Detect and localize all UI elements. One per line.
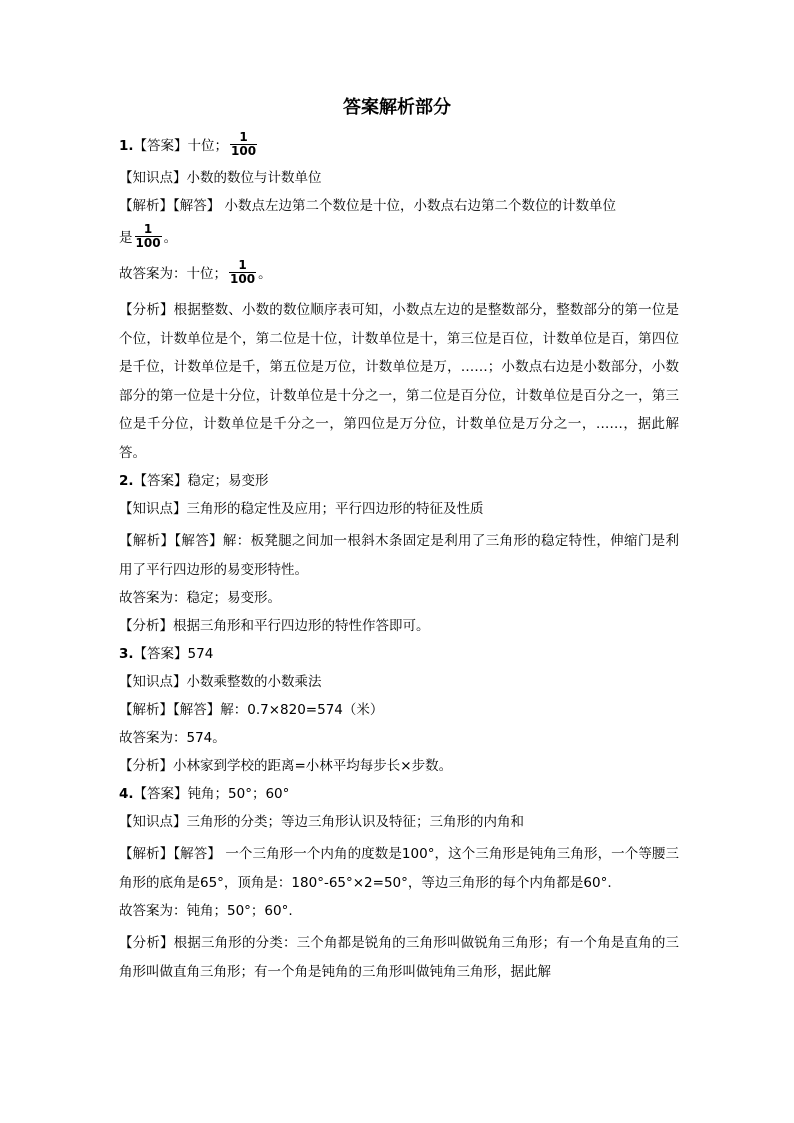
q4-jx-tag: 【解析】【解答】 xyxy=(119,846,221,862)
q1-fx-text: 根据整数、小数的数位顺序表可知，小数点左边的是整数部分，整数部分的第一位是个位，计数单位是个，第二位是十位，计数单位是十，第三位是百位，计数单位是百，第四位是千位，计数单位是千，第五位是万位，计数单位是万，……；小数点右边是小数部分，小数部分的第一位是十分位，计数单位是十分之一，第二位是百分位，计数单位是百分之一，第三位是千分位，计数单位是千分之一，第四位是万分位，计数单位是万分之一，……，据此解答。 xyxy=(119,302,680,461)
q3-fx-tag: 【分析】 xyxy=(119,758,173,774)
q2-fx-tag: 【分析】 xyxy=(119,618,173,634)
q4-knowledge-point xyxy=(119,812,679,832)
q2-kp-text: 三角形的稳定性及应用；平行四边形的特征及性质 xyxy=(186,501,484,517)
fraction-numerator: 1 xyxy=(238,257,247,272)
q1-explanation-line1 xyxy=(119,196,679,216)
q2-result: 故答案为：稳定；易变形。 xyxy=(119,590,281,606)
q3-explanation xyxy=(119,700,679,720)
q3-fx-text: 小林家到学校的距离=小林平均每步长×步数。 xyxy=(173,758,453,774)
q1-result xyxy=(119,257,679,288)
q2-jx-tag: 【解析】【解答】 xyxy=(119,533,223,549)
q4-number: 4. xyxy=(119,786,134,802)
q4-answer xyxy=(119,784,679,804)
q2-number: 2. xyxy=(119,473,134,489)
q4-fx-text: 根据三角形的分类：三个角都是锐角的三角形叫做锐角三角形；有一个角是直角的三角形叫做直角三角形；有一个角是钝角的三角形叫做钝角三角形，据此解 xyxy=(119,935,680,980)
q1-answer xyxy=(119,129,679,160)
q4-answer-tag: 【答案】 xyxy=(133,786,188,802)
q3-knowledge-point xyxy=(119,672,679,692)
q2-knowledge-point xyxy=(119,499,679,519)
q2-kp-tag: 【知识点】 xyxy=(119,501,187,517)
fraction-numerator: 1 xyxy=(239,129,248,144)
q4-kp-tag: 【知识点】 xyxy=(119,814,187,830)
q2-answer-tag: 【答案】 xyxy=(133,473,188,489)
q4-analysis xyxy=(119,929,679,986)
q2-jx-text: 解：板凳腿之间加一根斜木条固定是利用了三角形的稳定特性，伸缩门是利用了平行四边形的易变形特性。 xyxy=(119,533,680,578)
q4-result: 故答案为：钝角；50°；60°. xyxy=(119,903,293,919)
q3-kp-text: 小数乘整数的小数乘法 xyxy=(186,674,322,690)
q4-explanation xyxy=(119,840,679,897)
q1-period: 。 xyxy=(163,230,178,246)
fraction-denominator: 100 xyxy=(230,271,256,286)
q1-kp-tag: 【知识点】 xyxy=(119,170,187,186)
q1-result-fraction xyxy=(229,259,256,286)
q1-answer-tag: 【答案】 xyxy=(133,138,188,154)
q1-explanation-line2 xyxy=(119,221,679,252)
q1-analysis xyxy=(119,296,679,467)
q2-answer-text: 稳定；易变形 xyxy=(187,473,269,489)
q3-answer-tag: 【答案】 xyxy=(133,646,188,662)
q3-number: 3. xyxy=(119,646,134,662)
q2-fx-text: 根据三角形和平行四边形的特性作答即可。 xyxy=(173,618,430,634)
q1-result-period: 。 xyxy=(258,266,272,282)
q1-answer-text: 十位； xyxy=(187,138,229,154)
q3-answer xyxy=(119,644,679,664)
q3-kp-tag: 【知识点】 xyxy=(119,674,187,690)
fraction-denominator: 100 xyxy=(231,143,257,158)
fraction-numerator: 1 xyxy=(143,221,153,236)
q1-jx-text: 小数点左边第二个数位是十位，小数点右边第二个数位的计数单位 xyxy=(220,198,617,214)
q3-analysis xyxy=(119,756,679,776)
q1-number: 1. xyxy=(119,138,134,154)
q2-analysis xyxy=(119,616,679,636)
q3-answer-text: 574 xyxy=(187,646,214,662)
q3-jx-tag: 【解析】【解答】 xyxy=(119,702,221,718)
q1-fx-tag: 【分析】 xyxy=(119,302,174,318)
q1-explanation-fraction xyxy=(135,223,162,250)
q2-answer xyxy=(119,471,679,491)
q4-kp-text: 三角形的分类；等边三角形认识及特征；三角形的内角和 xyxy=(186,814,524,830)
q1-jx-prefix: 是 xyxy=(119,230,133,246)
fraction-denominator: 100 xyxy=(135,235,161,250)
answer-content xyxy=(119,129,680,990)
q4-answer-text: 钝角；50°；60° xyxy=(187,786,290,802)
q4-fx-tag: 【分析】 xyxy=(119,935,174,951)
q3-jx-text: 解：0.7×820=574（米） xyxy=(220,702,384,718)
q1-knowledge-point xyxy=(119,168,679,188)
q1-jx-tag: 【解析】【解答】 xyxy=(119,198,221,214)
page-title: 答案解析部分 xyxy=(343,97,451,118)
q2-explanation xyxy=(119,527,679,584)
q1-fraction xyxy=(230,131,257,158)
q3-result: 故答案为：574。 xyxy=(119,730,226,746)
q1-kp-text: 小数的数位与计数单位 xyxy=(186,170,322,186)
q4-jx-text: 一个三角形一个内角的度数是100°，这个三角形是钝角三角形，一个等腰三角形的底角是65°，顶角是：180°-65°×2=50°，等边三角形的每个内角都是60°. xyxy=(119,846,679,891)
q1-result-text: 故答案为：十位； xyxy=(119,266,227,282)
